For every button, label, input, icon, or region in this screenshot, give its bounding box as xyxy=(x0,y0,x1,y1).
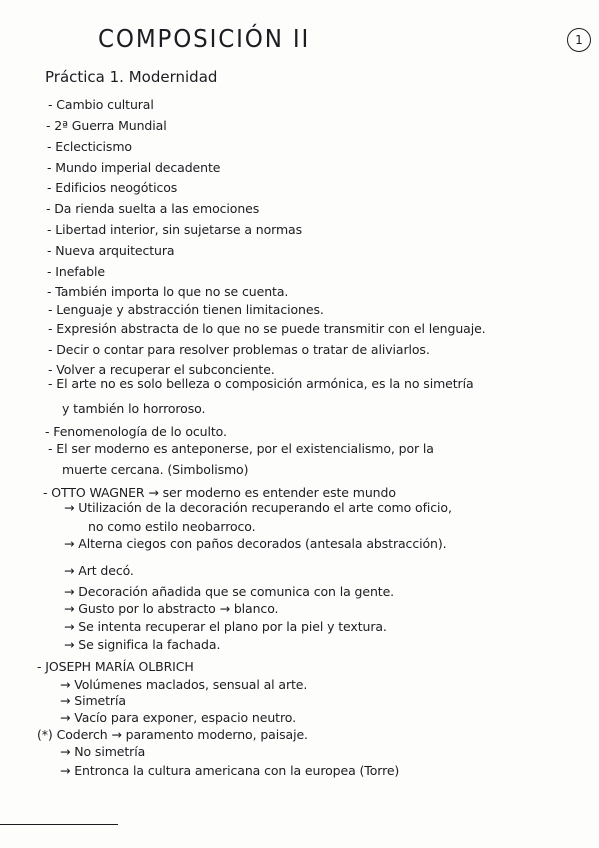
note-line: - JOSEPH MARÍA OLBRICH xyxy=(37,659,194,674)
note-line: - Lenguaje y abstracción tienen limitaciones. xyxy=(48,302,324,317)
note-line: - Volver a recuperar el subconciente. xyxy=(48,362,275,377)
note-line: → No simetría xyxy=(60,744,146,759)
note-line: - 2ª Guerra Mundial xyxy=(46,118,167,133)
note-line: → Simetría xyxy=(60,693,126,708)
note-line: → Gusto por lo abstracto → blanco. xyxy=(64,601,279,616)
note-line: - Libertad interior, sin sujetarse a normas xyxy=(47,222,303,237)
page-number: 1 xyxy=(567,28,591,52)
note-line: - El arte no es solo belleza o composición armónica, es la no simetría xyxy=(48,376,474,391)
note-line: - Inefable xyxy=(47,264,105,279)
note-line: - Fenomenología de lo oculto. xyxy=(45,424,227,439)
note-line: no como estilo neobarroco. xyxy=(88,519,256,534)
note-line: → Decoración añadida que se comunica con la gente. xyxy=(64,584,395,599)
note-line: - El ser moderno es anteponerse, por el existencialismo, por la xyxy=(48,441,434,456)
note-line: - Decir o contar para resolver problemas o tratar de aliviarlos. xyxy=(48,342,430,357)
note-line: → Se significa la fachada. xyxy=(64,637,221,652)
note-line: - Edificios neogóticos xyxy=(47,180,178,195)
page-title: COMPOSICIÓN II xyxy=(98,24,311,53)
note-line: - Mundo imperial decadente xyxy=(47,160,221,175)
note-line: → Alterna ciegos con paños decorados (antesala abstracción). xyxy=(64,536,447,551)
note-line: - También importa lo que no se cuenta. xyxy=(47,284,289,299)
note-line: (*) Coderch → paramento moderno, paisaje. xyxy=(37,727,308,742)
note-line: → Vacío para exponer, espacio neutro. xyxy=(60,710,296,725)
bottom-divider xyxy=(0,824,118,825)
note-line: → Art decó. xyxy=(64,563,134,578)
section-heading: Práctica 1. Modernidad xyxy=(45,68,218,86)
note-line: - Eclecticismo xyxy=(47,139,132,154)
note-line: y también lo horroroso. xyxy=(62,401,206,416)
note-line: - Cambio cultural xyxy=(48,97,154,112)
note-line: → Entronca la cultura americana con la europea (Torre) xyxy=(60,763,400,778)
note-line: - Nueva arquitectura xyxy=(47,243,175,258)
note-line: muerte cercana. (Simbolismo) xyxy=(62,462,249,477)
note-line: → Se intenta recuperar el plano por la piel y textura. xyxy=(64,619,387,634)
note-line: → Volúmenes maclados, sensual al arte. xyxy=(60,677,308,692)
note-line: → Utilización de la decoración recuperando el arte como oficio, xyxy=(64,500,452,515)
note-line: - OTTO WAGNER → ser moderno es entender este mundo xyxy=(43,485,396,500)
note-line: - Expresión abstracta de lo que no se puede transmitir con el lenguaje. xyxy=(48,321,486,336)
note-line: - Da rienda suelta a las emociones xyxy=(46,201,260,216)
